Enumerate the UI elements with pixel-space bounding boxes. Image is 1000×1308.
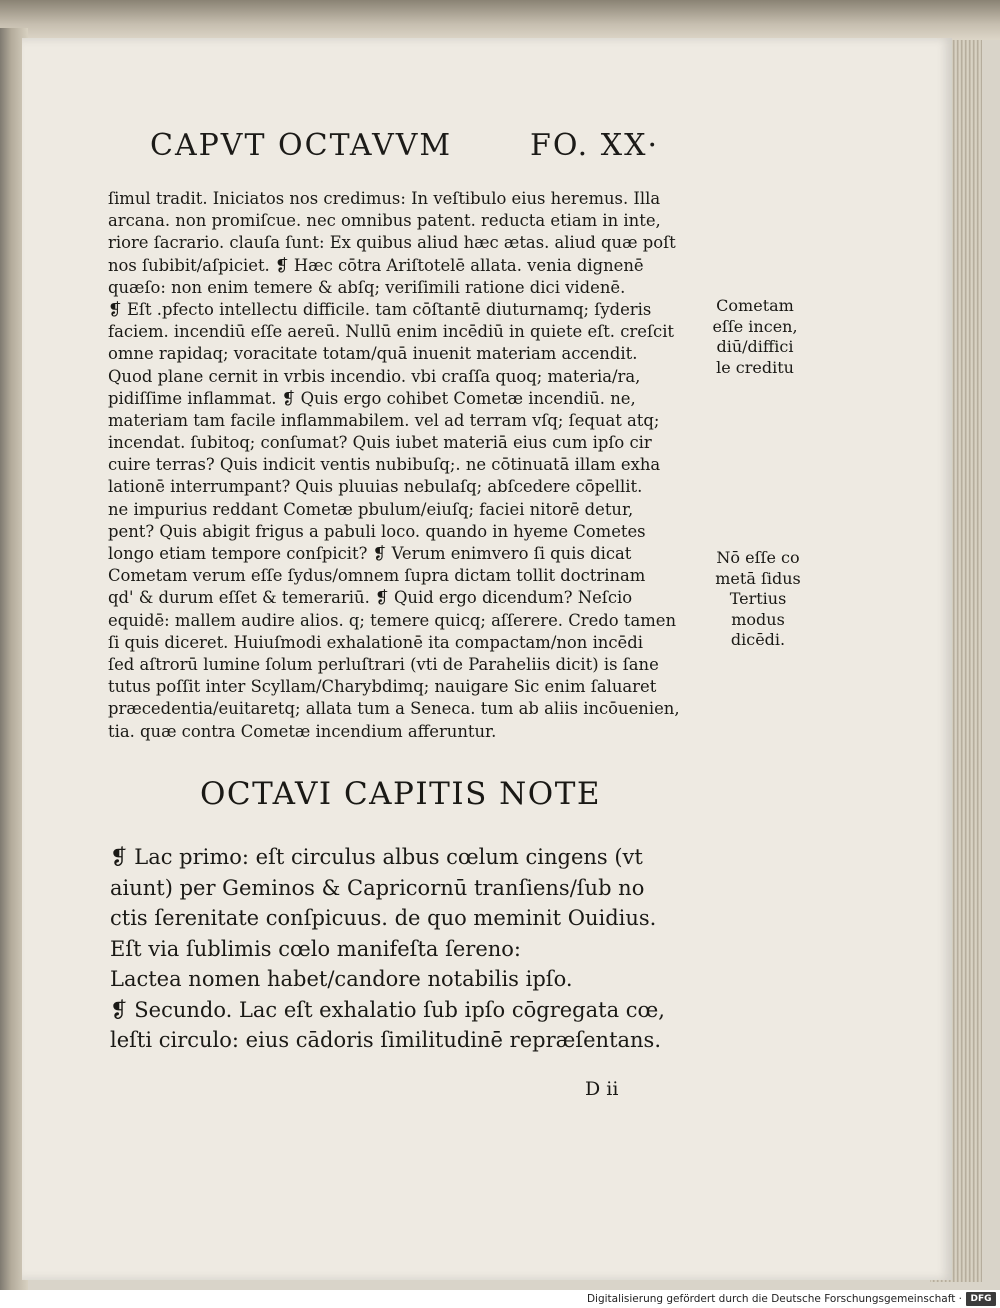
text-line: ❡ Eſt .pfecto intellectu difficile. tam cōſtantē diuturnamq; ſyderis: [108, 299, 652, 319]
main-text-block: [108, 188, 698, 743]
text-line: Quod plane cernit in vrbis incendio. vbi craſſa quoq; materia/ra,: [108, 366, 641, 386]
text-line: omne rapidaq; voracitate totam/quā inuenit materiam accendit.: [108, 344, 638, 364]
notes-text-block: [110, 842, 710, 1056]
margin-note-line: modus: [731, 609, 785, 629]
footer-credit: Digitalisierung gefördert durch die Deutsche Forschungsgemeinschaft ·: [586, 1293, 962, 1305]
text-line: præcedentia/euitaretq; allata tum a Seneca. tum ab aliis incōuenien,: [108, 699, 680, 719]
text-line: longo etiam tempore conſpicit? ❡ Verum enimvero ſi quis dicat: [108, 544, 632, 563]
text-line: incendat. ſubitoq; conſumat? Quis iubet materiā eius cum ipſo cir: [108, 433, 652, 453]
note-line: Eſt via ſublimis cœlo manifeſta ſereno:: [110, 936, 521, 961]
notes-heading: OCTAVI CAPITIS NOTE: [200, 776, 602, 812]
text-line: ſi quis diceret. Huiuſmodi exhalationē ita compactam/non incēdi: [108, 632, 643, 652]
signature-mark: D ii: [585, 1078, 619, 1100]
margin-note-line: diū/diffici: [716, 337, 794, 356]
text-line: lationē interrumpant? Quis pluuias nebulaſq; abſcedere cōpellit.: [108, 477, 643, 497]
text-line: pent? Quis abigit frigus a pabuli loco. quando in hyeme Cometes: [108, 521, 646, 541]
dfg-logo-icon: DFG: [966, 1292, 996, 1306]
text-line: materiam tam facile inflammabilem. vel ad terram vſq; ſequat atq;: [108, 410, 660, 430]
folio-number: FO. XX·: [530, 128, 659, 163]
text-line: qd' & durum eſſet & temerariū. ❡ Quid ergo dicendum? Neſcio: [108, 588, 633, 608]
text-line: tia. quæ contra Cometæ incendium afferuntur.: [108, 721, 497, 741]
margin-note-line: dicēdi.: [730, 630, 786, 649]
note-line: ❡ Lac primo: eſt circulus albus cœlum cingens (vt: [110, 845, 643, 869]
margin-note-line: eſſe incen,: [712, 316, 798, 336]
note-line: Lactea nomen habet/candore notabilis ipſo.: [110, 967, 573, 991]
text-line: tutus poſſit inter Scyllam/Charybdimq; nauigare Sic enim ſaluaret: [108, 677, 657, 697]
note-line: ctis ſerenitate conſpicuus. de quo meminit Ouidius.: [110, 906, 657, 930]
text-line: riore ſacrario. clauſa ſunt: Ex quibus aliud hæc ætas. aliud quæ poſt: [108, 233, 676, 253]
margin-note-line: le creditu: [716, 357, 794, 377]
text-line: ſed aſtrorū lumine ſolum perluſtrari (vti de Paraheliis dicit) is ſane: [108, 654, 659, 674]
running-head: [150, 128, 670, 168]
margin-note-line: metā ſidus: [715, 568, 801, 588]
text-line: arcana. non promiſcue. nec omnibus patent. reducta etiam in inte,: [108, 211, 661, 231]
text-line: quæſo: non enim temere & abſq; veriſimili ratione dici videnē.: [108, 277, 626, 297]
text-line: equidē: mallem audire alios. q; temere quicq; aſſerere. Credo tamen: [108, 610, 677, 630]
text-line: ne impurius reddant Cometæ pbulum/eiuſq; faciei nitorē detur,: [108, 499, 634, 519]
book-top-edge: [0, 0, 1000, 40]
text-line: pidiſſime inflammat. ❡ Quis ergo cohibet Cometæ incendiū. ne,: [108, 388, 636, 408]
note-line: ❡ Secundo. Lac eſt exhalatio ſub ipſo cōgregata cœ,: [110, 997, 665, 1022]
note-line: leſti circulo: eius cādoris ſimilitudinē repræſentans.: [110, 1028, 662, 1052]
text-line: nos ſubibit/aſpiciet. ❡ Hæc cōtra Ariſtotelē allata. venia dignenē: [108, 255, 644, 275]
margin-note-line: Cometam: [716, 296, 794, 315]
margin-note-third-mode: [703, 548, 813, 651]
note-line: aiunt) per Geminos & Capricornū tranſiens/ſub no: [110, 875, 645, 900]
running-head-title: CAPVT OCTAVVM: [150, 128, 453, 163]
text-line: ſimul tradit. Iniciatos nos credimus: In veſtibulo eius heremus. Illa: [108, 189, 661, 208]
margin-note-comet-fire: [700, 296, 810, 378]
text-line: Cometam verum eſſe ſydus/omnem ſupra dictam tollit doctrinam: [108, 566, 646, 586]
text-line: cuire terras? Quis indicit ventis nubibuſq;. ne cōtinuatā illam exha: [108, 455, 661, 475]
margin-note-line: Nō eſſe co: [716, 548, 800, 567]
digitization-footer: [0, 1290, 1000, 1308]
text-line: faciem. incendiū eſſe aereū. Nullū enim incēdiū in quiete eſt. creſcit: [108, 322, 675, 342]
margin-note-line: Tertius: [729, 589, 787, 608]
